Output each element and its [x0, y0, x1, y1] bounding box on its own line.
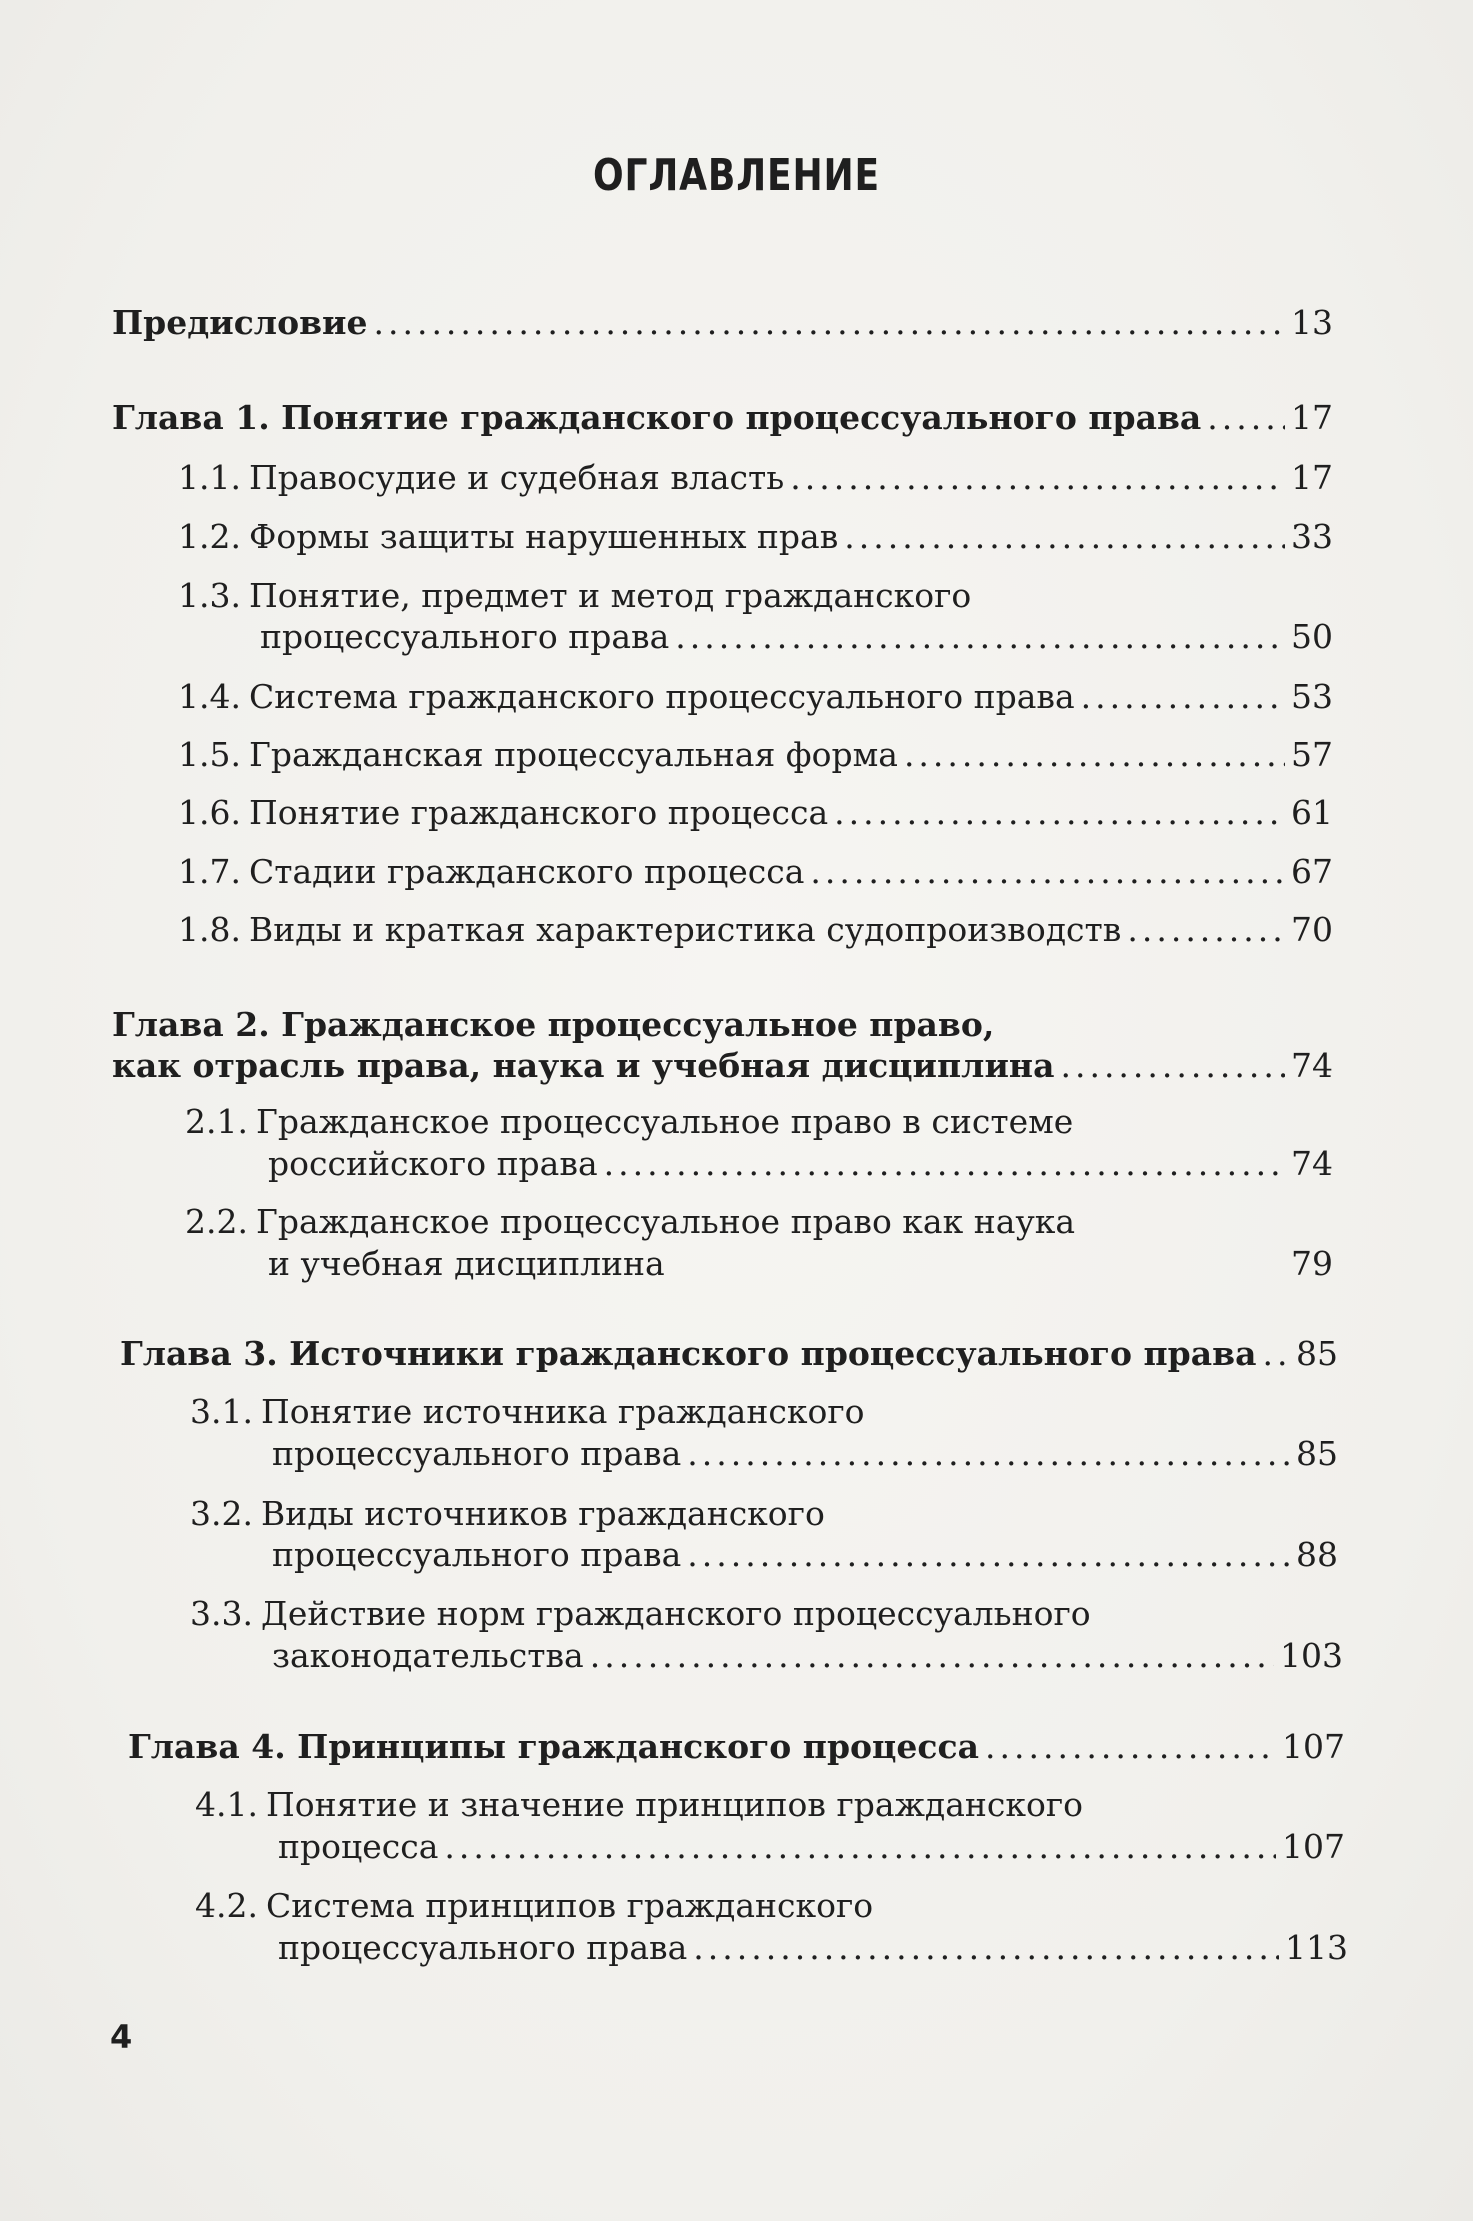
toc-entry-preface [112, 303, 1333, 343]
toc-entry-chapter-2 [112, 1005, 994, 1045]
toc-section-number: 3.3. [190, 1594, 253, 1633]
toc-entry-text: Система принципов гражданского [265, 1886, 874, 1925]
toc-page-number: 113 [1285, 1928, 1348, 1967]
toc-entry-chapter-2-cont [112, 1046, 1333, 1086]
toc-section-number: 1.1. [178, 458, 241, 497]
toc-entry-text: Понятие гражданского процесса [248, 793, 829, 832]
toc-section-number: 4.2. [195, 1886, 258, 1925]
toc-leader-dots [985, 1727, 1276, 1767]
toc-entry-text: Виды и краткая характеристика судопроизводств [248, 910, 1122, 949]
toc-entry-text: Виды источников гражданского [260, 1494, 825, 1533]
toc-page-number: 85 [1296, 1434, 1338, 1473]
toc-entry-3-2 [190, 1494, 825, 1534]
toc-entry-text: процессуального права [272, 1535, 682, 1574]
toc-entry-1-8 [178, 910, 1333, 950]
toc-section-number: 2.2. [185, 1202, 248, 1241]
toc-page-number: 50 [1291, 617, 1333, 656]
toc-page-number: 107 [1282, 1727, 1345, 1766]
toc-entry-chapter-1 [112, 398, 1333, 438]
toc-entry-text: Понятие, предмет и метод гражданского [248, 576, 972, 615]
toc-section-number: 1.6. [178, 793, 241, 832]
toc-leader-dots [590, 1636, 1274, 1676]
toc-section-number: 4.1. [195, 1785, 258, 1824]
toc-entry-chapter-4 [128, 1727, 1345, 1767]
toc-entry-text: процессуального права [260, 617, 670, 656]
toc-entry-4-1 [195, 1785, 1083, 1825]
toc-entry-1-5 [178, 735, 1333, 775]
toc-entry-text: Предисловие [112, 303, 368, 342]
toc-entry-text: процесса [278, 1827, 439, 1866]
toc-page-number: 61 [1291, 793, 1333, 832]
toc-entry-chapter-3 [120, 1334, 1338, 1374]
toc-entry-text: Стадии гражданского процесса [248, 852, 805, 891]
toc-leader-dots [675, 617, 1285, 657]
toc-entry-1-3 [178, 576, 971, 616]
toc-entry-text: российского права [268, 1144, 598, 1183]
toc-entry-1-2 [178, 517, 1333, 557]
toc-leader-dots [444, 1827, 1276, 1867]
toc-section-number: 3.1. [190, 1392, 253, 1431]
toc-page-number: 17 [1291, 458, 1333, 497]
toc-entry-text: процессуального права [272, 1434, 682, 1473]
toc-section-number: 2.1. [185, 1102, 248, 1141]
toc-page-number: 33 [1291, 517, 1333, 556]
toc-entry-4-2-cont [278, 1928, 1348, 1968]
toc-entry-1-7 [178, 852, 1333, 892]
toc-page-number: 17 [1291, 398, 1333, 437]
toc-page-number: 79 [1291, 1244, 1333, 1283]
toc-section-number: 1.8. [178, 910, 241, 949]
toc-entry-text: как отрасль права, наука и учебная дисциплина [112, 1046, 1055, 1085]
toc-section-number: 1.4. [178, 677, 241, 716]
toc-leader-dots [844, 517, 1285, 557]
toc-entry-2-1-cont [268, 1144, 1333, 1184]
toc-entry-1-1 [178, 458, 1333, 498]
toc-leader-dots [373, 303, 1285, 343]
toc-page-number: 70 [1291, 910, 1333, 949]
toc-leader-dots [1060, 1046, 1285, 1086]
toc-entry-text: Глава 4. Принципы гражданского процесса [128, 1727, 979, 1766]
toc-leader-dots [834, 793, 1285, 833]
toc-page-number: 74 [1291, 1144, 1333, 1183]
toc-entry-text: Формы защиты нарушенных прав [248, 517, 839, 556]
toc-leader-dots [1081, 677, 1285, 717]
toc-entry-text: Глава 2. Гражданское процессуальное право, [112, 1005, 995, 1044]
toc-page-number: 103 [1280, 1636, 1343, 1675]
toc-page-number: 107 [1282, 1827, 1345, 1866]
toc-entry-1-4 [178, 677, 1333, 717]
toc-leader-dots [687, 1535, 1290, 1575]
toc-entry-3-3 [190, 1594, 1091, 1634]
toc-entry-3-2-cont [272, 1535, 1338, 1575]
toc-entry-4-2 [195, 1886, 873, 1926]
page-title: ОГЛАВЛЕНИЕ [593, 150, 880, 201]
toc-entry-4-1-cont [278, 1827, 1345, 1867]
toc-leader-dots [790, 458, 1285, 498]
toc-entry-text: Понятие и значение принципов гражданского [265, 1785, 1084, 1824]
toc-section-number: 1.2. [178, 517, 241, 556]
toc-leader-dots [1127, 910, 1285, 950]
toc-entry-3-1-cont [272, 1434, 1338, 1474]
toc-entry-text: процессуального права [278, 1928, 688, 1967]
toc-leader-dots [693, 1928, 1279, 1968]
toc-entry-1-6 [178, 793, 1333, 833]
toc-section-number: 1.3. [178, 576, 241, 615]
toc-entry-1-3-cont [260, 617, 1333, 657]
toc-leader-dots [604, 1144, 1285, 1184]
toc-page-number: 13 [1291, 303, 1333, 342]
toc-entry-2-1 [185, 1102, 1073, 1142]
toc-leader-dots [1207, 398, 1285, 438]
toc-entry-text: Понятие источника гражданского [260, 1392, 865, 1431]
toc-leader-dots [1262, 1334, 1290, 1374]
toc-section-number: 1.7. [178, 852, 241, 891]
toc-leader-dots [904, 735, 1285, 775]
toc-entry-2-2 [185, 1202, 1075, 1242]
toc-entry-text: Гражданская процессуальная форма [248, 735, 898, 774]
toc-page-number: 67 [1291, 852, 1333, 891]
page-number: 4 [110, 2018, 133, 2056]
toc-entry-text: и учебная дисциплина [268, 1244, 665, 1283]
toc-page-number: 88 [1296, 1535, 1338, 1574]
toc-entry-text: Система гражданского процессуального права [248, 677, 1075, 716]
toc-entry-text: Действие норм гражданского процессуального [260, 1594, 1091, 1633]
toc-page-number: 53 [1291, 677, 1333, 716]
toc-page-number: 57 [1291, 735, 1333, 774]
toc-entry-2-2-cont [268, 1244, 1333, 1284]
toc-entry-text: Гражданское процессуальное право в системе [255, 1102, 1074, 1141]
toc-page-number: 85 [1296, 1334, 1338, 1373]
toc-entry-text: Глава 3. Источники гражданского процессуального права [120, 1334, 1257, 1373]
toc-entry-text: законодательства [272, 1636, 584, 1675]
toc-page-number: 74 [1291, 1046, 1333, 1085]
toc-entry-3-1 [190, 1392, 864, 1432]
toc-entry-text: Глава 1. Понятие гражданского процессуального права [112, 398, 1202, 437]
toc-entry-text: Гражданское процессуальное право как наука [255, 1202, 1076, 1241]
toc-leader-dots [687, 1434, 1290, 1474]
toc-entry-3-3-cont [272, 1636, 1343, 1676]
toc-entry-text: Правосудие и судебная власть [248, 458, 785, 497]
toc-section-number: 3.2. [190, 1494, 253, 1533]
toc-section-number: 1.5. [178, 735, 241, 774]
toc-leader-dots [810, 852, 1285, 892]
